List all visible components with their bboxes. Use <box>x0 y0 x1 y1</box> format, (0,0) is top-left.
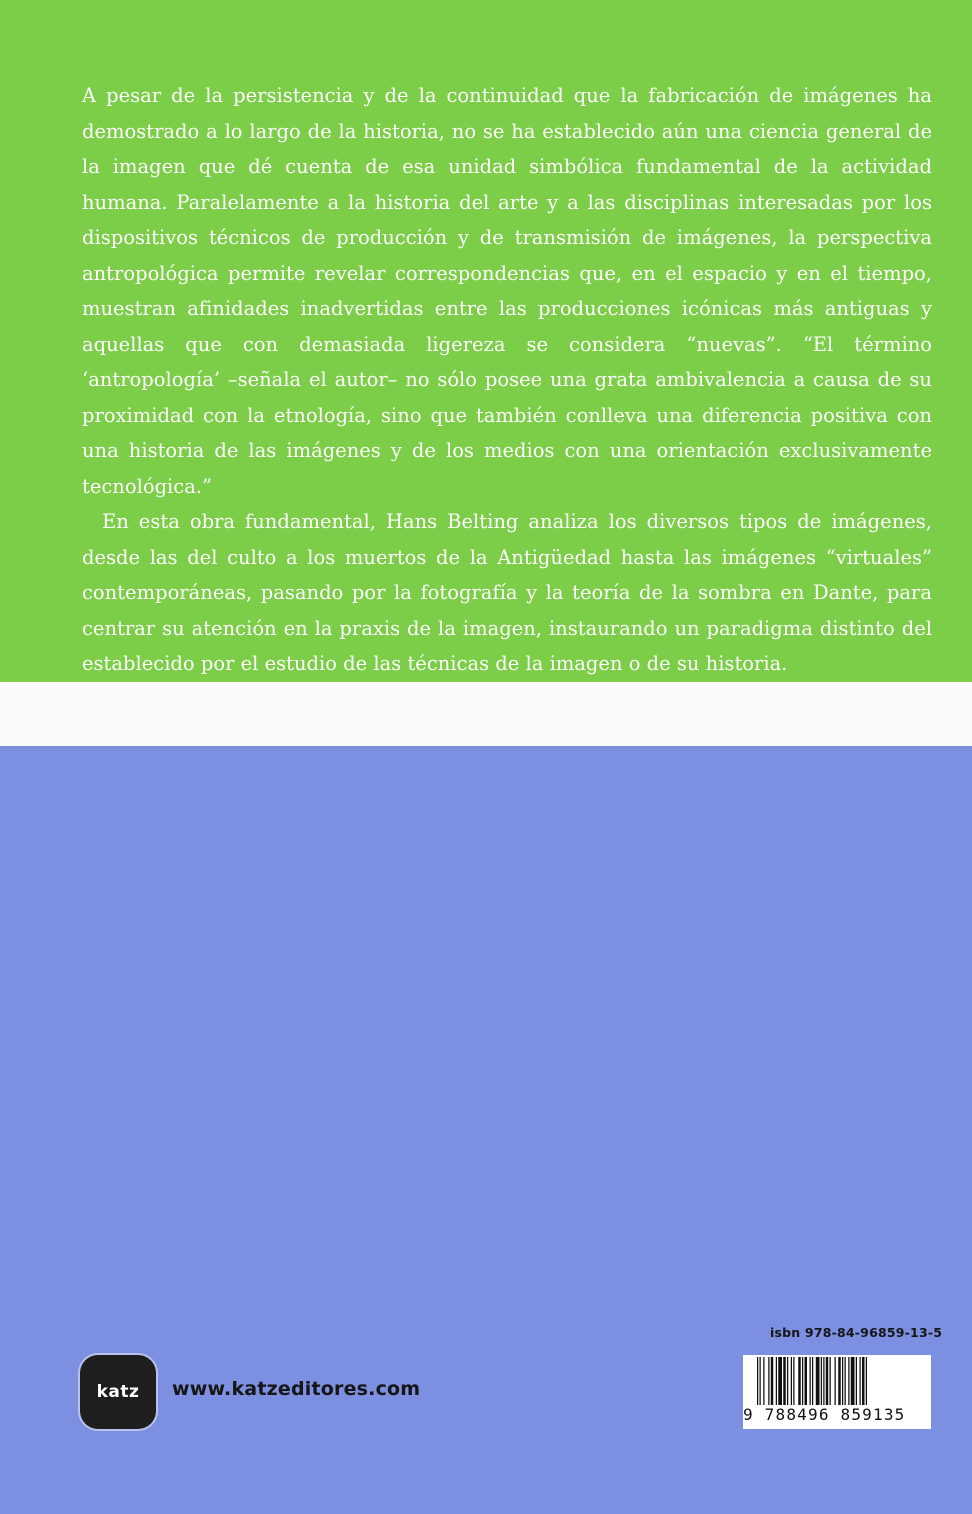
publisher-website: www.katzeditores.com <box>172 1378 421 1400</box>
back-cover-blurb <box>82 78 932 682</box>
blurb-paragraph-2: En esta obra fundamental, Hans Belting analiza los diversos tipos de imágenes, desde las del culto a los muertos de la Antigüedad hasta las imágenes “virtuales” contemporáneas, pasando por la fotografía y la teoría de la sombra en Dante, para centrar su atención en la praxis de la imagen, instaurando un paradigma distinto del establecido por el estudio de las técnicas de la imagen o de su historia. <box>82 510 932 675</box>
barcode-bars <box>743 1355 931 1407</box>
isbn-barcode <box>743 1355 931 1429</box>
barcode-digits: 9 788496 859135 <box>743 1405 906 1424</box>
isbn-label: isbn 978-84-96859-13-5 <box>770 1325 943 1340</box>
publisher-logo-text: katz <box>96 1382 140 1402</box>
publisher-logo <box>80 1355 156 1429</box>
blurb-paragraph-1: A pesar de la persistencia y de la continuidad que la fabricación de imágenes ha demostrado a lo largo de la historia, no se ha establecido aún una ciencia general de la imagen que dé cuenta de esa unidad simbólica fundamental de la actividad humana. Paralelamente a la historia del arte y a las disciplinas interesadas por los dispositivos técnicos de producción y de transmisión de imágenes, la perspectiva antropológica permite revelar correspondencias que, en el espacio y en el tiempo, muestran afinidades inadvertidas entre las producciones icónicas más antiguas y aquellas que con demasiada ligereza se considera “nuevas”. “El término ‘antropología’ –señala el autor– no sólo posee una grata ambivalencia a causa de su proximidad con la etnología, sino que también conlleva una diferencia positiva con una historia de las imágenes y de los medios con una orientación exclusivamente tecnológica.” <box>82 84 932 498</box>
back-cover-divider-band <box>0 682 972 746</box>
